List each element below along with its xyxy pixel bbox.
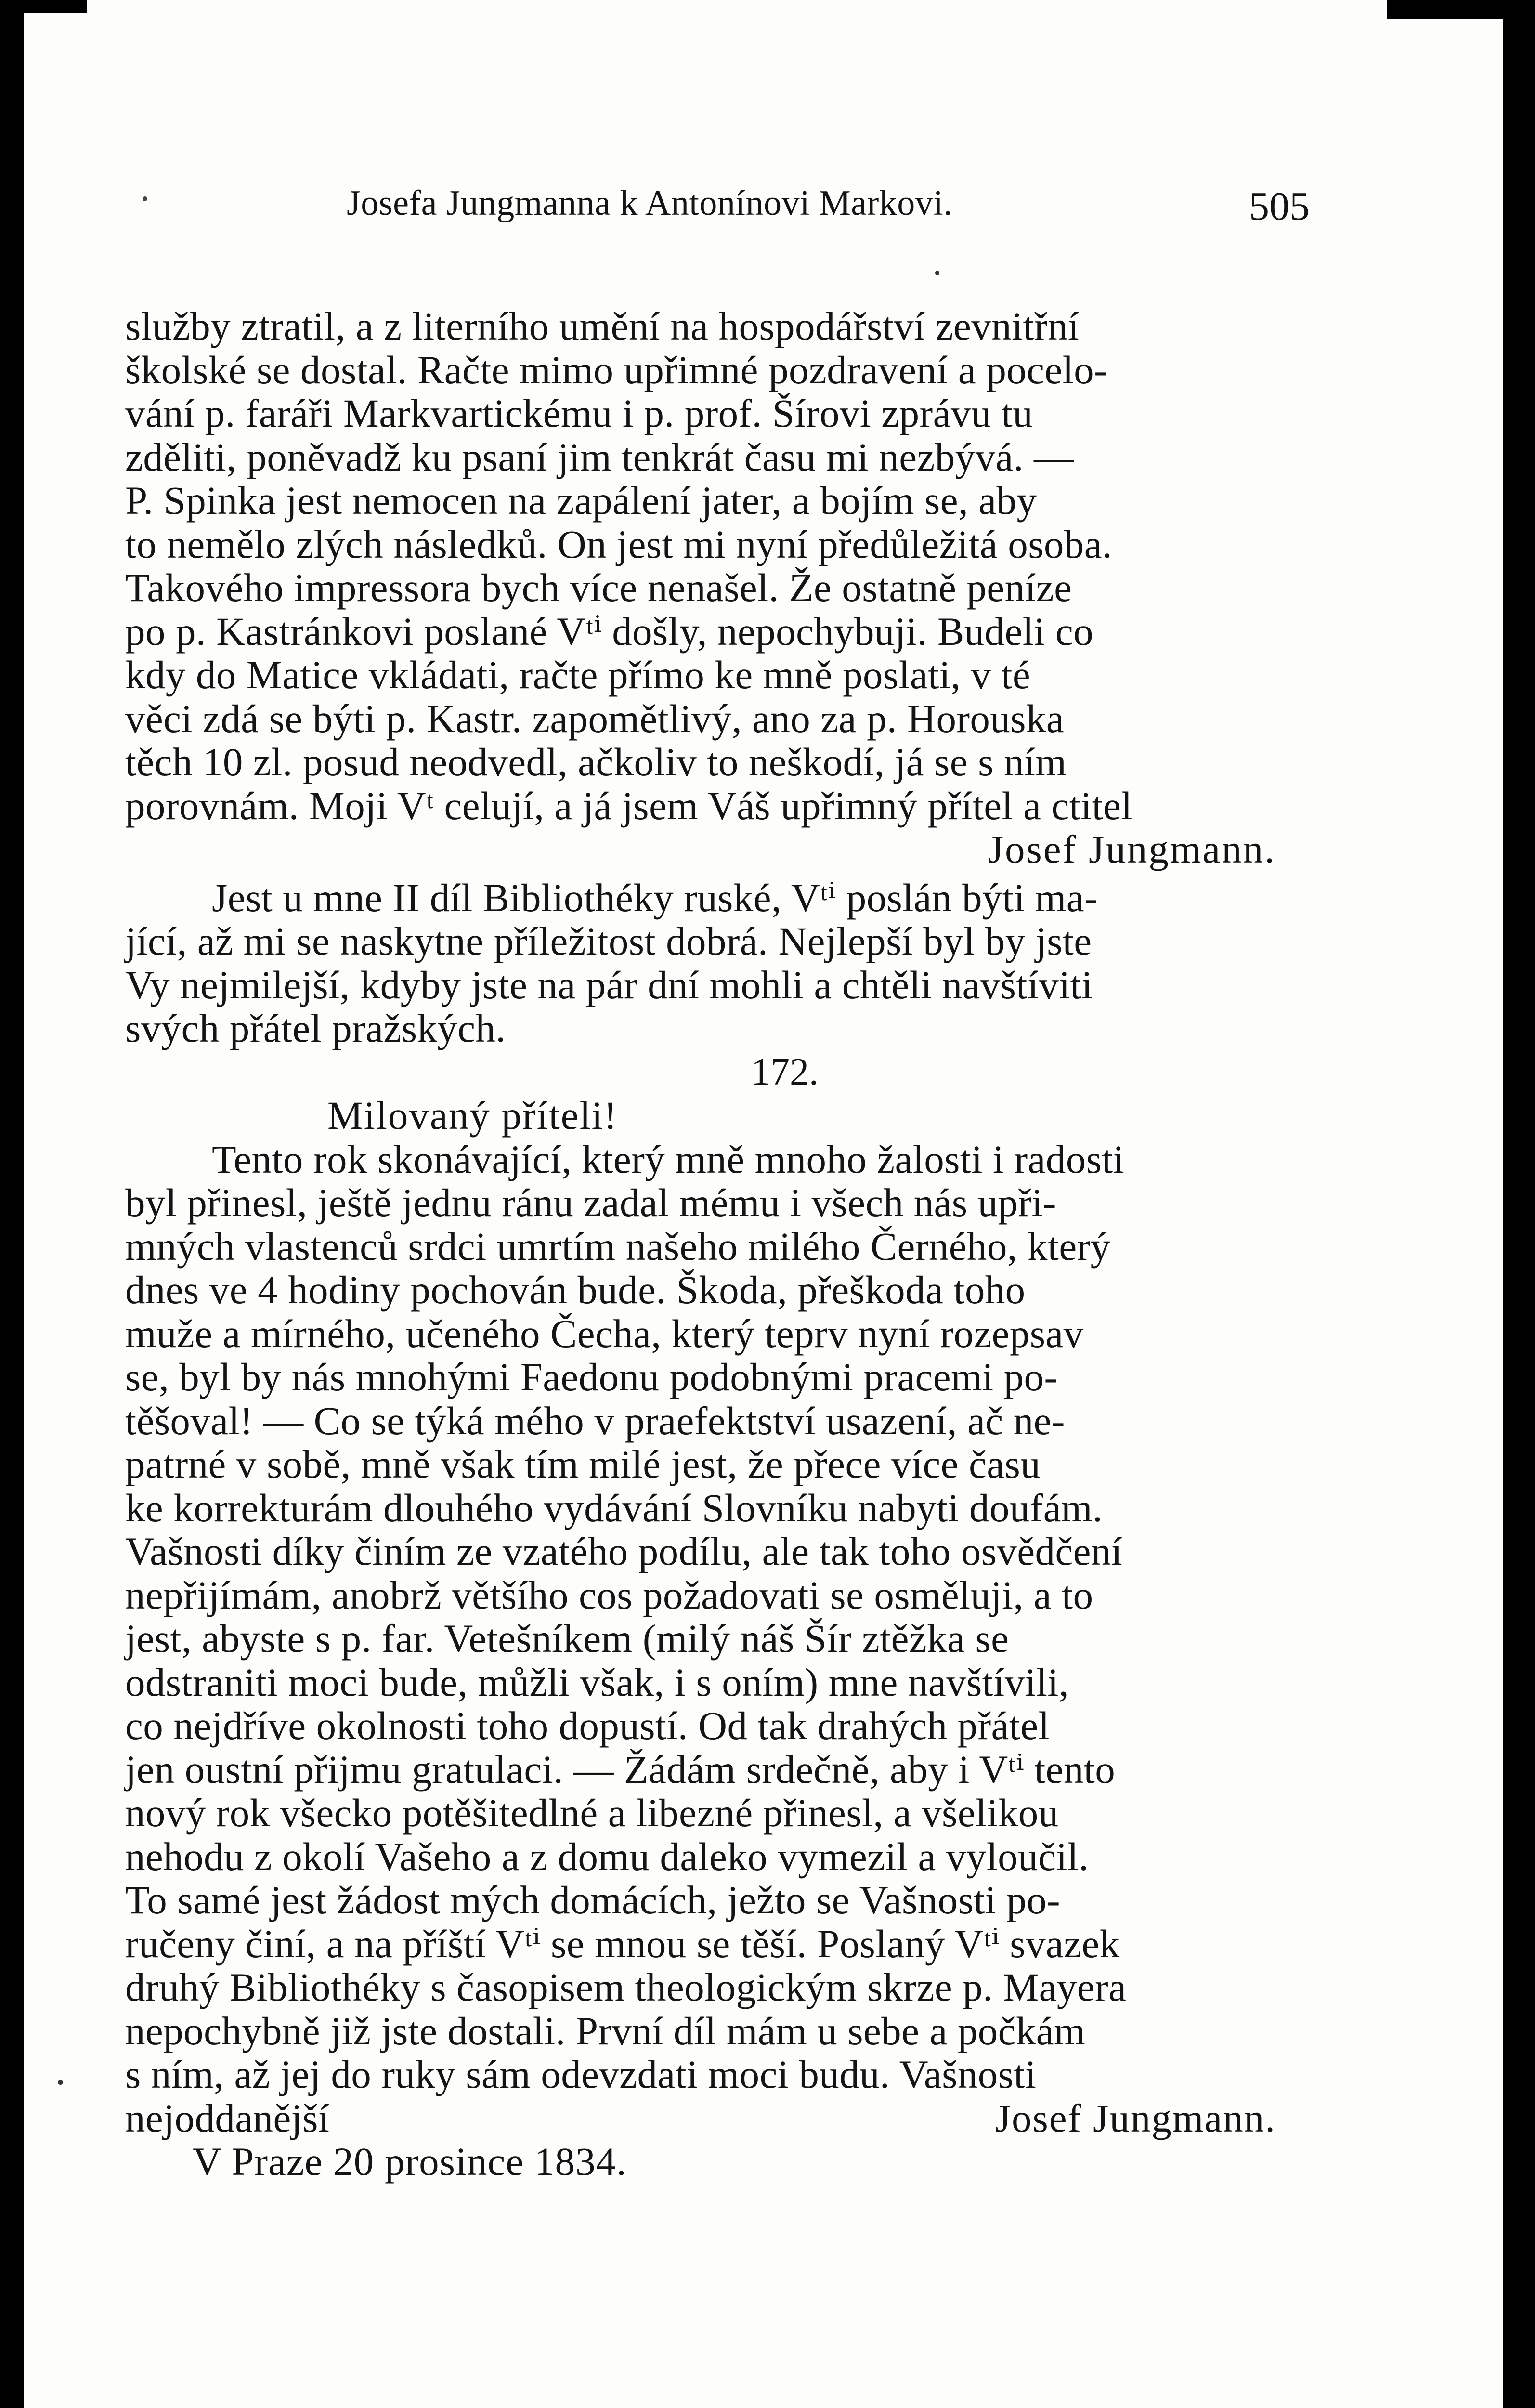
text-line: těšoval! — Co se týká mého v praefektství usazení, ač ne- (125, 1398, 1065, 1443)
postscript (125, 876, 1295, 1050)
text-line: jen oustní přijmu gratulaci. — Žádám srdečně, aby i Vᵗⁱ tento (125, 1747, 1116, 1792)
text-line: Jest u mne II díl Bibliothéky ruské, Vᵗⁱ poslán býti ma- (212, 875, 1098, 920)
text-line: těch 10 zl. posud neodvedl, ačkoliv to neškodí, já se s ním (125, 740, 1067, 784)
text-line: nový rok všecko potěšitedlné a libezné přinesl, a všelikou (125, 1791, 1059, 1835)
text-line: s ním, až jej do ruky sám odevzdati moci budu. Vašnosti (125, 2052, 1037, 2096)
closing-line (125, 2096, 1295, 2140)
text-line: vání p. faráři Markvartickému i p. prof. Šírovi zprávu tu (125, 391, 1033, 435)
text-line: odstraniti moci bude, můžli však, i s oním) mne navštívili, (125, 1660, 1069, 1704)
text-line: jící, až mi se naskytne příležitost dobrá. Nejlepší byl by jste (125, 919, 1092, 963)
letter-body (125, 1138, 1295, 2184)
text-line: služby ztratil, a z literního umění na hospodářství zevnitřní (125, 304, 1080, 348)
running-head-title: Josefa Jungmanna k Antonínovi Markovi. (347, 183, 953, 223)
text-line: porovnám. Moji Vᵗ celují, a já jsem Váš upřimný přítel a ctitel (125, 783, 1132, 828)
closing-phrase: nejoddanější (125, 2095, 330, 2140)
text-line: nepochybně již jste dostali. První díl mám u sebe a počkám (125, 2008, 1086, 2053)
text-line: muže a mírného, učeného Čecha, který teprv nyní rozepsav (125, 1311, 1084, 1356)
text-line: ke korrekturám dlouhého vydávání Slovníku nabyti doufám. (125, 1485, 1103, 1530)
text-line: po p. Kastránkovi poslané Vᵗⁱ došly, nepochybuji. Budeli co (125, 609, 1094, 654)
text-line: jest, abyste s p. far. Vetešníkem (milý náš Šír ztěžka se (125, 1616, 1009, 1661)
text-line: byl přinesl, ještě jednu ránu zadal mému i všech nás upři- (125, 1180, 1056, 1225)
text-line: to nemělo zlých následků. On jest mi nyní předůležitá osoba. (125, 522, 1113, 566)
text-line: mných vlastenců srdci umrtím našeho milého Černého, který (125, 1224, 1111, 1269)
text-line: Tento rok skonávající, který mně mnoho žalosti i radosti (212, 1137, 1125, 1181)
scan-edge-left (0, 0, 24, 2408)
text-line: druhý Bibliothéky s časopisem theologickým skrze p. Mayera (125, 1965, 1127, 2009)
text-line: Takového impressora bych více nenašel. Že ostatně peníze (125, 565, 1072, 610)
text-line: ručeny činí, a na příští Vᵗⁱ se mnou se těší. Poslaný Vᵗⁱ svazek (125, 1921, 1120, 1966)
scan-edge-top-right (1387, 0, 1535, 19)
text-line: To samé jest žádost mých domácích, ježto se Vašnosti po- (125, 1878, 1061, 1922)
text-line: patrné v sobě, mně však tím milé jest, že přece více času (125, 1442, 1041, 1486)
scan-edge-right (1503, 0, 1535, 2408)
scan-edge-top-left (0, 0, 87, 13)
text-line: svých přátel pražských. (125, 1006, 506, 1050)
text-line: věci zdá se býti p. Kastr. zapomětlivý, ano za p. Horouska (125, 696, 1065, 741)
text-line: zděliti, poněvadž ku psaní jim tenkrát času mi nezbývá. — (125, 434, 1074, 479)
text-line: co nejdříve okolnosti toho dopustí. Od tak drahých přátel (125, 1703, 1050, 1748)
text-line: Vašnosti díky činím ze vzatého podílu, ale tak toho osvědčení (125, 1529, 1123, 1573)
signature: Josef Jungmann. (995, 2095, 1276, 2140)
letter-number: 172. (751, 1050, 819, 1093)
running-head (125, 183, 1310, 236)
bullet-dot-icon (143, 196, 147, 201)
signature: Josef Jungmann. (988, 827, 1276, 871)
book-page (125, 183, 1310, 2184)
text-line: kdy do Matice vkládati, račte přímo ke mně poslati, v té (125, 653, 1031, 697)
body-text (125, 304, 1295, 2184)
salutation: Milovaný příteli! (327, 1093, 618, 1138)
speck-mark (58, 2080, 63, 2085)
letter-continuation (125, 304, 1295, 871)
page-number: 505 (1249, 184, 1310, 229)
text-line: se, byl by nás mnohými Faedonu podobnými pracemi po- (125, 1355, 1058, 1399)
text-line: nehodu z okolí Vašeho a z domu daleko vymezil a vyloučil. (125, 1834, 1089, 1879)
text-line: P. Spinka jest nemocen na zapálení jater, a bojím se, aby (125, 478, 1037, 523)
text-line: školské se dostal. Račte mimo upřimné pozdravení a pocelo- (125, 347, 1108, 392)
text-line: Vy nejmilejší, kdyby jste na pár dní mohli a chtěli navštíviti (125, 962, 1093, 1007)
text-line: nepřijímám, anobrž většího cos požadovati se osměluji, a to (125, 1572, 1093, 1617)
date-line: V Praze 20 prosince 1834. (193, 2139, 627, 2184)
text-line: dnes ve 4 hodiny pochován bude. Škoda, přeškoda toho (125, 1268, 1026, 1312)
